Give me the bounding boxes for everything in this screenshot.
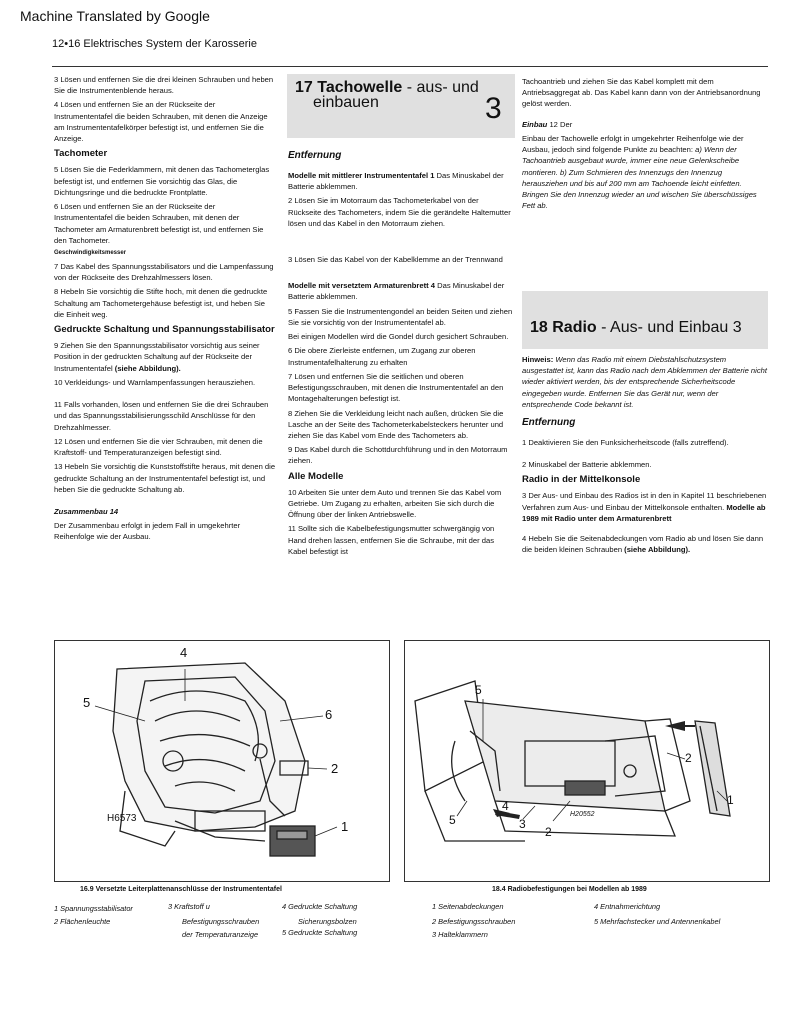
section-18-title-rest: - Aus- und Einbau 3: [596, 319, 742, 336]
fig2-callout-5-bottom: 5: [449, 813, 456, 827]
s17-step-5b: Bei einigen Modellen wird die Gondel durch gesichert Schrauben.: [288, 332, 509, 342]
step-6: 6 Lösen und entfernen Sie an der Rückseite der Instrumententafel die beiden Schrauben, mit denen der Tachometer am Armaturenbrett befestigt ist, und entfernen Sie den Tachometer.: [54, 202, 264, 245]
step-10: 10 Verkleidungs- und Warnlampenfassungen herausziehen.: [54, 377, 256, 387]
step-14: Der Zusammenbau erfolgt in jedem Fall in umgekehrter Reihenfolge wie der Ausbau.: [54, 521, 241, 542]
column-3: [522, 76, 768, 215]
all-models-heading: Alle Modelle: [288, 470, 344, 482]
fig1-legend-3: 3 Kraftstoff u: [168, 902, 210, 911]
fig1-caption: 16.9 Versetzte Leiterplattenanschlüsse der Instrumententafel: [80, 886, 282, 893]
fig1-legend-5: 5 Gedruckte Schaltung: [282, 928, 358, 937]
mod1-text: Das Minuskabel der Batterie abklemmen.: [288, 170, 504, 192]
fig1-callout-5: 5: [83, 695, 91, 710]
mod1-step-1: [288, 170, 514, 192]
speedometer-heading: Geschwindigkeitsmesser: [54, 250, 127, 257]
step-9: [54, 340, 276, 374]
fig2-legend-2: 2 Befestigungsschrauben: [432, 917, 516, 926]
instrument-panel-drawing: [55, 641, 389, 881]
s18-step-4-text: 4 Hebeln Sie die Seitenabdeckungen vom Radio ab und lösen Sie dann die beiden kleinen Schrauben: [522, 534, 764, 555]
column-1: [54, 74, 276, 546]
step-5: 5 Lösen Sie die Federklammern, mit denen das Tachometerglas befestigt ist, und entfernen Sie vorsichtig das Glas, die Dichtungsringe und die bedruckte Frontplatte.: [54, 165, 270, 197]
s18-step-3-bold: Modelle ab 1989 mit Radio unter dem Armaturenbrett: [522, 502, 766, 523]
section-17-rating: 3: [485, 92, 502, 125]
section-17-title-rest: - aus- und: [402, 79, 479, 96]
fig2-legend-3: 3 Halteklammern: [432, 930, 488, 939]
section-17-title: 17 Tachowelle: [295, 79, 403, 96]
fig1-code: H6573: [107, 813, 137, 824]
fig2-callout-3: 3: [519, 817, 526, 831]
install-heading: Einbau: [522, 119, 548, 129]
step-9-text: 9 Ziehen Sie den Spannungsstabilisator vorsichtig aus seiner Position in der gedruckten Schaltung auf der Rückseite der Instrumententafel: [54, 341, 260, 373]
mod1-title: Modelle mit mittlerer Instrumententafel 1: [288, 170, 435, 180]
install-text: 12 Der: [547, 119, 573, 129]
fig1-legend-3c: der Temperaturanzeige: [182, 930, 259, 939]
s17-step-6: 6 Die obere Zierleiste entfernen, um Zugang zur oberen Instrumentafelhalterung zu erhalten: [288, 346, 476, 367]
fig2-callout-2-bottom: 2: [545, 825, 552, 839]
mod2-step-4: [288, 280, 514, 302]
fig1-callout-4: 4: [180, 645, 188, 660]
step-4: 4 Lösen und entfernen Sie an der Rückseite der Instrumententafel die beiden Schrauben, mit denen die Anzeige am Instrumententafelkörper befestigt ist, und entfernen Sie die Anzeige.: [54, 100, 268, 144]
step-12: 12 Lösen und entfernen Sie die vier Schrauben, mit denen die Kraftstoff- und Temperaturanzeigen befestigt sind.: [54, 436, 263, 458]
install-notes: [522, 133, 768, 212]
fig2-callout-4: 4: [502, 799, 509, 813]
fig2-legend-1: 1 Seitenabdeckungen: [432, 902, 504, 911]
column-3-lower: [522, 354, 768, 559]
tachometer-heading: Tachometer: [54, 148, 108, 160]
s17-step-5: 5 Fassen Sie die Instrumentengondel an beiden Seiten und ziehen Sie sie vorsichtig von der Instrumententafel ab.: [288, 306, 513, 327]
column-2: [288, 143, 514, 560]
figure-18-4: [404, 640, 770, 882]
s18-step-3: [522, 490, 768, 524]
s17-step-8: 8 Ziehen Sie die Verkleidung leicht nach außen, drücken Sie die Lasche an der Seite des Tachometerkabelsteckers herunter und ziehen Sie das Kabel vom Ende des Tachometers ab.: [288, 408, 504, 441]
note: [522, 354, 768, 410]
section-18-heading: [522, 291, 768, 349]
fig2-callout-1: 1: [727, 793, 734, 807]
section-18-title: 18 Radio: [530, 319, 597, 336]
mod2-title: Modelle mit versetztem Armaturenbrett 4: [288, 281, 435, 291]
mod2-text: Das Minuskabel der Batterie abklemmen.: [288, 281, 505, 302]
s17-step-10: 10 Arbeiten Sie unter dem Auto und trennen Sie das Kabel vom Getriebe. Um Zugang zu erhalten, arbeiten Sie sich durch die Öffnung über der linken Antriebswelle.: [288, 487, 502, 520]
radio-drawing: [405, 641, 769, 881]
step-8: 8 Hebeln Sie vorsichtig die Stifte hoch, mit denen die gedruckte Schaltung am Tachometergehäuse befestigt ist, und heben Sie die Einheit weg.: [54, 287, 268, 319]
fig1-legend-2: 2 Flächenleuchte: [54, 917, 111, 926]
fig2-callout-5-top: 5: [475, 683, 482, 697]
note-text: Wenn das Radio mit einem Diebstahlschutzsystem ausgestattet ist, kann das Radio nach dem Abklemmen der Batterie nicht wieder aktiviert werden, bis der entsprechende Sicherheitscode eingegeben wurde. Entfernen Sie das Gerät nur, wenn der entsprechende Code bekannt ist.: [522, 355, 767, 409]
fig2-code: H20552: [570, 811, 595, 818]
fig1-legend-3b: Befestigungsschrauben: [182, 917, 260, 926]
figure-16-9: [54, 640, 390, 882]
s18-step-2: 2 Minuskabel der Batterie abklemmen.: [522, 460, 652, 470]
install-notes-text: Einbau der Tachowelle erfolgt in umgekehrter Reihenfolge wie der Ausbau, jedoch sind folgende Punkte zu beachten:: [522, 133, 744, 155]
step-11: 11 Falls vorhanden, lösen und entfernen Sie die drei Schrauben und das Spannungsstabilisierungsschild Anschlüsse für den Drehzahlmesser.: [54, 400, 269, 432]
step-9-ref: (siehe Abbildung).: [114, 363, 181, 373]
s18-step-1: 1 Deaktivieren Sie den Funksicherheitscode (falls zutreffend).: [522, 437, 729, 447]
fig1-legend-4b: Sicherungsbolzen: [298, 917, 357, 926]
s17-step-2: 2 Lösen Sie im Motorraum das Tachometerkabel von der Rückseite des Tachometers, indem Sie die gerändelte Haltemutter lösen und das Kabel in den Motorraum ziehen.: [288, 196, 511, 228]
install-12: [522, 119, 768, 130]
fig1-callout-6: 6: [325, 707, 333, 722]
step-7: 7 Das Kabel des Spannungsstabilisators und die Lampenfassung von der Rückseite des Drehzahlmessers lösen.: [54, 261, 274, 283]
circuit-heading: Gedruckte Schaltung und Spannungsstabilisator: [54, 324, 275, 336]
s17-step-7: 7 Lösen und entfernen Sie die seitlichen und oberen Befestigungsschrauben, mit denen die Instrumententafel an den Montagehalterungen befestigt ist.: [288, 371, 504, 404]
s18-step-4-ref: (siehe Abbildung).: [624, 545, 691, 555]
reassembly-heading: Zusammenbau 14: [54, 507, 119, 516]
removal-heading-18: Entfernung: [522, 417, 576, 429]
console-heading: Radio in der Mittelkonsole: [522, 474, 641, 486]
fig1-legend-1: 1 Spannungsstabilisator: [54, 904, 133, 913]
s18-step-4: [522, 533, 768, 555]
fig2-caption: 18.4 Radiobefestigungen bei Modellen ab 1989: [492, 886, 647, 893]
s17-continued: Tachoantrieb und ziehen Sie das Kabel komplett mit dem Antriebsaggregat ab. Das Kabel kann dann von der Antriebsanordnung gelöst werden.: [522, 77, 761, 109]
page-header: 12•16 Elektrisches System der Karosserie: [52, 38, 257, 50]
fig2-callout-2-right: 2: [685, 751, 692, 765]
header-rule: [52, 66, 768, 67]
install-notes-italic: a) Wenn der Tachoantrieb ausgebaut wurde, immer eine neue Gelenkscheibe montieren. b) Zum Schmieren des Innenzugs den Innenzug herausziehen und bis auf 200 mm am Tachoende leicht einfetten. Bringen Sie den Innenzug wieder an und wischen Sie überschüssiges Fett ab.: [522, 145, 757, 211]
fig1-callout-1: 1: [341, 819, 349, 834]
fig1-callout-2: 2: [331, 761, 339, 776]
translation-banner: Machine Translated by Google: [20, 8, 210, 24]
fig2-legend-4: 4 Entnahmerichtung: [594, 902, 661, 911]
removal-heading-17: Entfernung: [288, 150, 342, 161]
note-label: Hinweis:: [522, 355, 554, 364]
s17-step-11: 11 Sollte sich die Kabelbefestigungsmutter schwergängig von Hand drehen lassen, entfernen Sie die Schraube, mit der das Kabel befestigt ist: [288, 524, 495, 556]
s17-step-9: 9 Das Kabel durch die Schottdurchführung und in den Motorraum ziehen.: [288, 445, 508, 466]
step-3: 3 Lösen und entfernen Sie die drei kleinen Schrauben und heben Sie die Instrumentenblende heraus.: [54, 75, 274, 96]
section-17-heading: [287, 74, 515, 138]
fig1-legend-4: 4 Gedruckte Schaltung: [282, 902, 358, 911]
step-13: 13 Hebeln Sie vorsichtig die Kunststoffstifte heraus, mit denen die gedruckte Schaltung an der Instrumententafel befestigt ist, und heben Sie die gedruckte Schaltung ab.: [54, 462, 276, 494]
s18-step-3-text: 3 Der Aus- und Einbau des Radios ist in den in Kapitel 11 beschriebenen Verfahren zum Aus- und Einbau der Mittelkonsole enthalten.: [522, 491, 767, 512]
section-17-title-line2: einbauen: [313, 94, 379, 111]
fig2-legend-5: 5 Mehrfachstecker und Antennenkabel: [594, 917, 721, 926]
s17-step-3: 3 Lösen Sie das Kabel von der Kabelklemme an der Trennwand: [288, 254, 503, 264]
